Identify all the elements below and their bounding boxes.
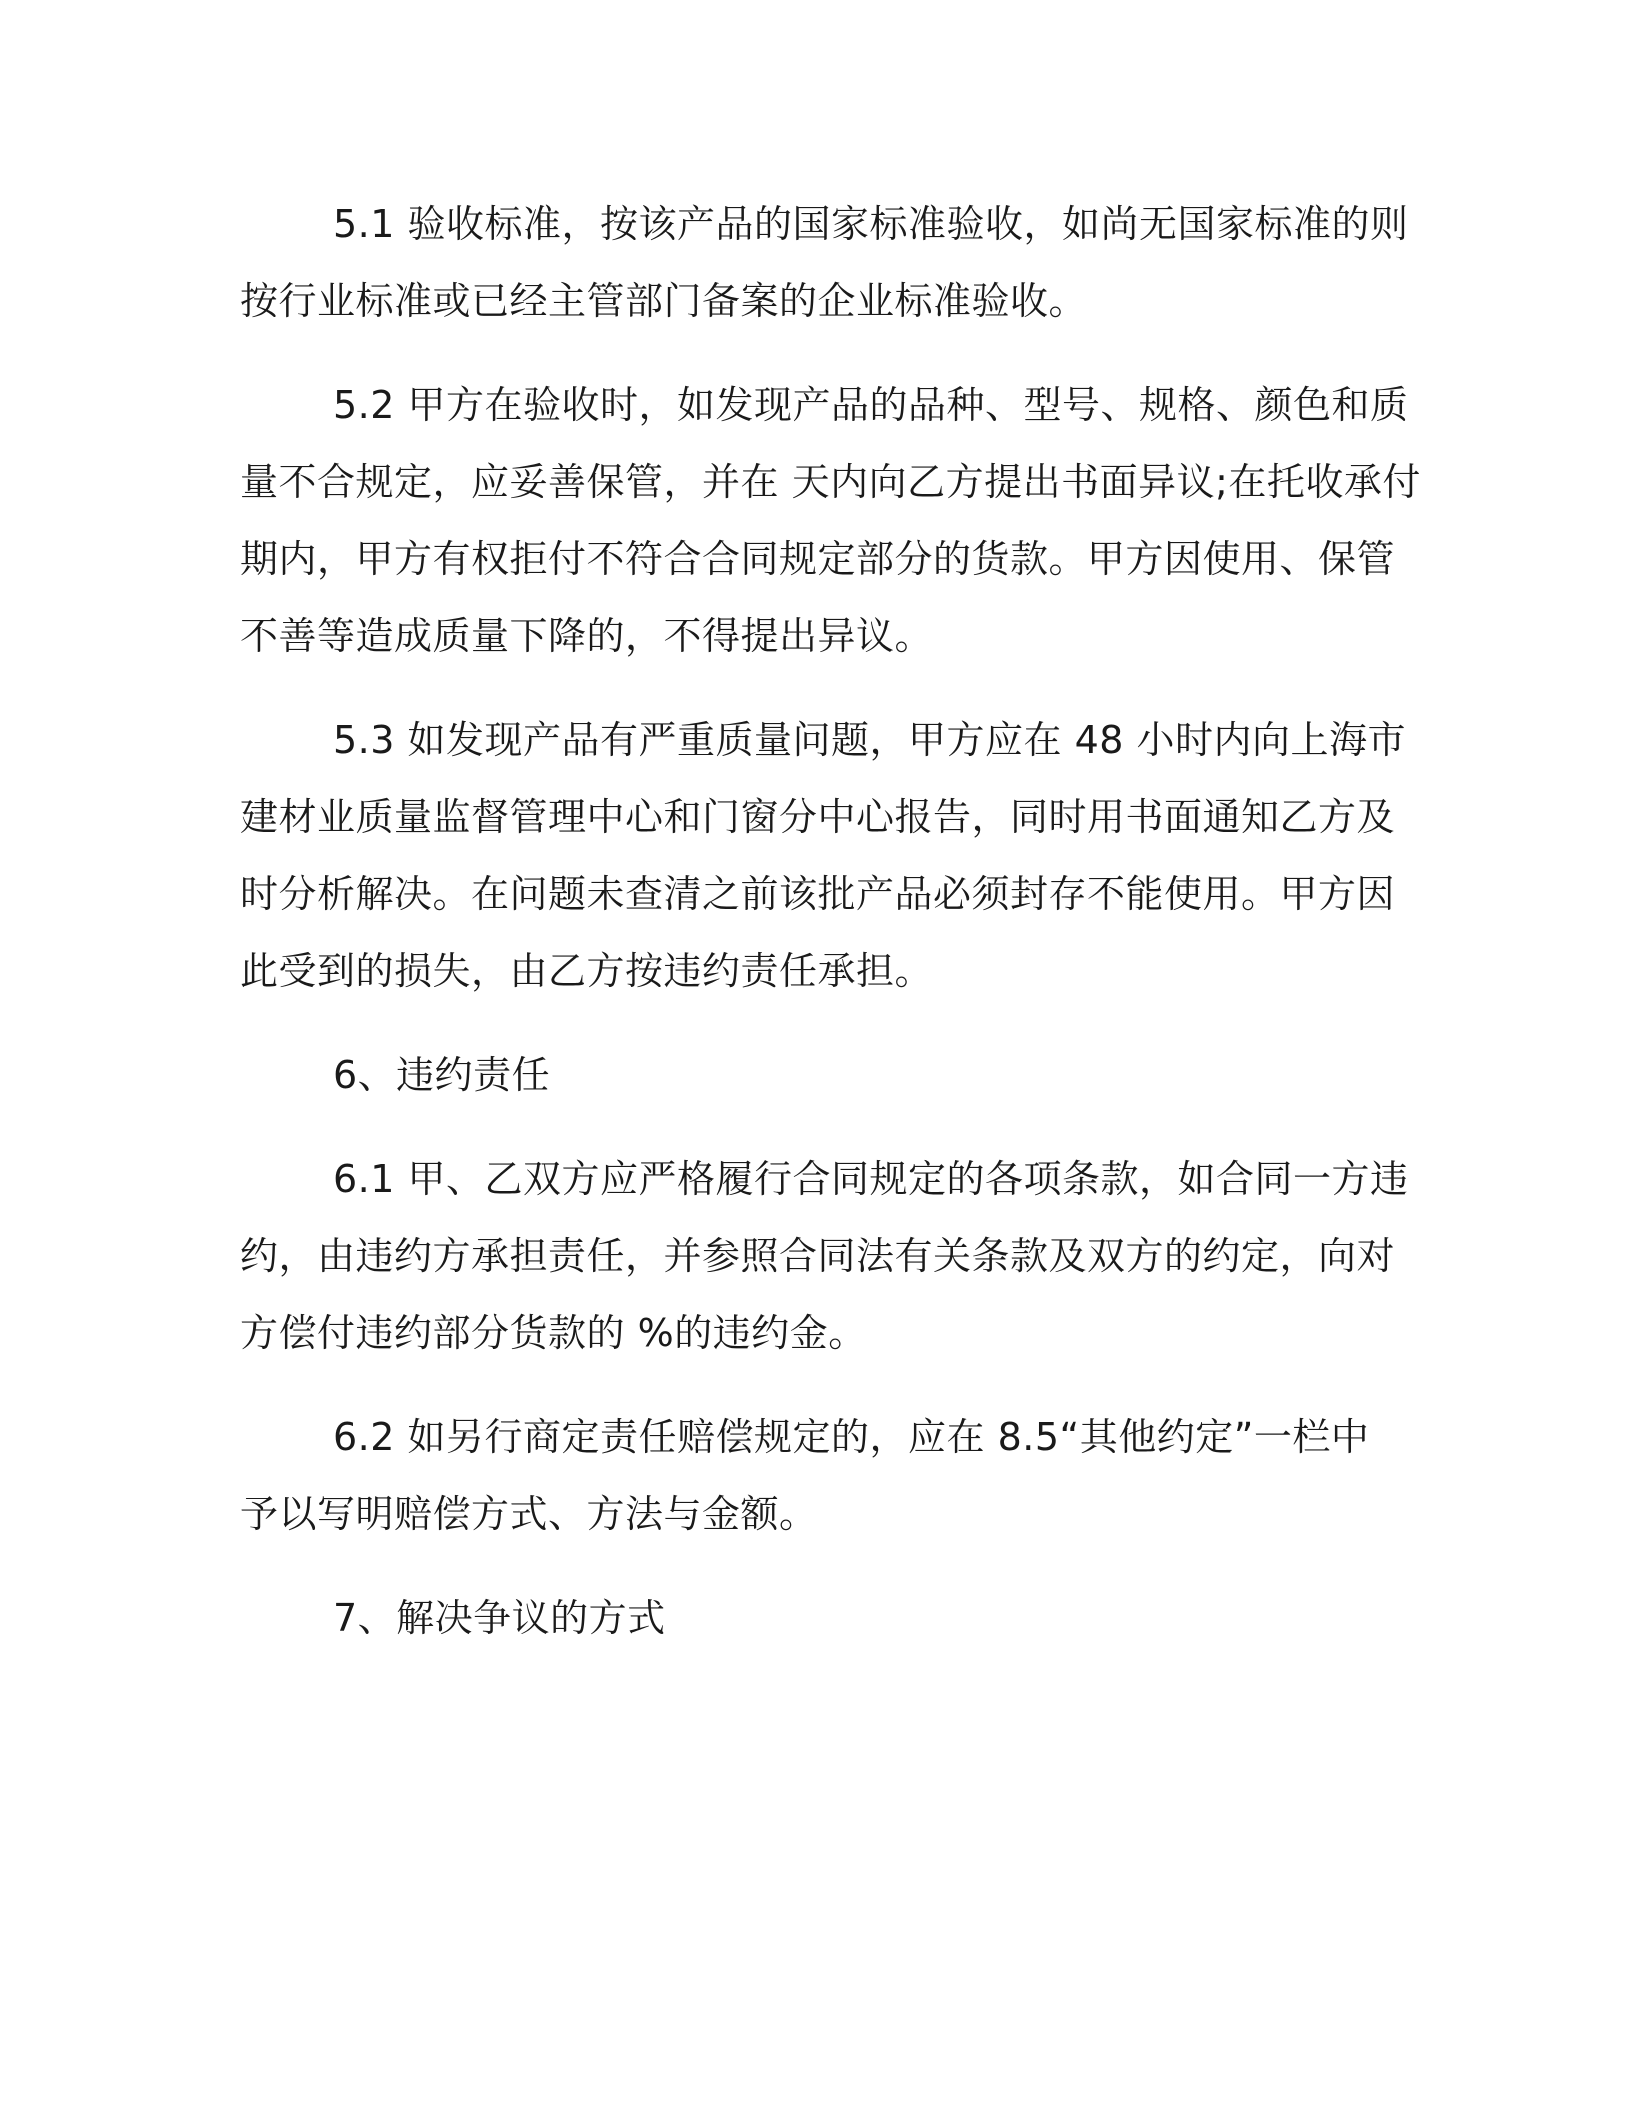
paragraph-line: 5.1 验收标准，按该产品的国家标准验收，如尚无国家标准的则 [333, 202, 1409, 246]
paragraph-line: 约，由违约方承担责任，并参照合同法有关条款及双方的约定，向对 [240, 1234, 1396, 1278]
paragraph-line: 5.2 甲方在验收时，如发现产品的品种、型号、规格、颜色和质 [333, 383, 1409, 427]
paragraph-line: 此受到的损失，由乙方按违约责任承担。 [240, 949, 934, 993]
paragraph-line: 5.3 如发现产品有严重质量问题，甲方应在 48 小时内向上海市 [333, 718, 1407, 762]
section-heading-text: 7、解决争议的方式 [333, 1596, 666, 1640]
document-body [240, 186, 1421, 1684]
paragraph-5-2 [240, 367, 1421, 675]
paragraph-line: 予以写明赔偿方式、方法与金额。 [240, 1492, 818, 1536]
paragraph-line: 方偿付违约部分货款的 %的违约金。 [240, 1311, 867, 1355]
paragraph-line: 6.1 甲、乙双方应严格履行合同规定的各项条款，如合同一方违 [333, 1157, 1409, 1201]
paragraph-line: 6.2 如另行商定责任赔偿规定的，应在 8.5“其他约定”一栏中 [333, 1415, 1370, 1459]
paragraph-5-1 [240, 186, 1409, 340]
paragraph-6-1 [240, 1141, 1409, 1372]
paragraph-line: 量不合规定，应妥善保管，并在 天内向乙方提出书面异议;在托收承付 [240, 460, 1421, 504]
paragraph-6-2 [240, 1399, 1390, 1553]
paragraph-line: 时分析解决。在问题未查清之前该批产品必须封存不能使用。甲方因 [240, 872, 1396, 916]
section-heading-6 [240, 1037, 1390, 1114]
paragraph-5-3 [240, 702, 1407, 1010]
section-heading-7 [240, 1580, 1390, 1657]
paragraph-line: 按行业标准或已经主管部门备案的企业标准验收。 [240, 279, 1088, 323]
section-heading-text: 6、违约责任 [333, 1053, 551, 1097]
paragraph-line: 期内，甲方有权拒付不符合合同规定部分的货款。甲方因使用、保管 [240, 537, 1396, 581]
paragraph-line: 不善等造成质量下降的，不得提出异议。 [240, 614, 934, 658]
paragraph-line: 建材业质量监督管理中心和门窗分中心报告，同时用书面通知乙方及 [240, 795, 1396, 839]
